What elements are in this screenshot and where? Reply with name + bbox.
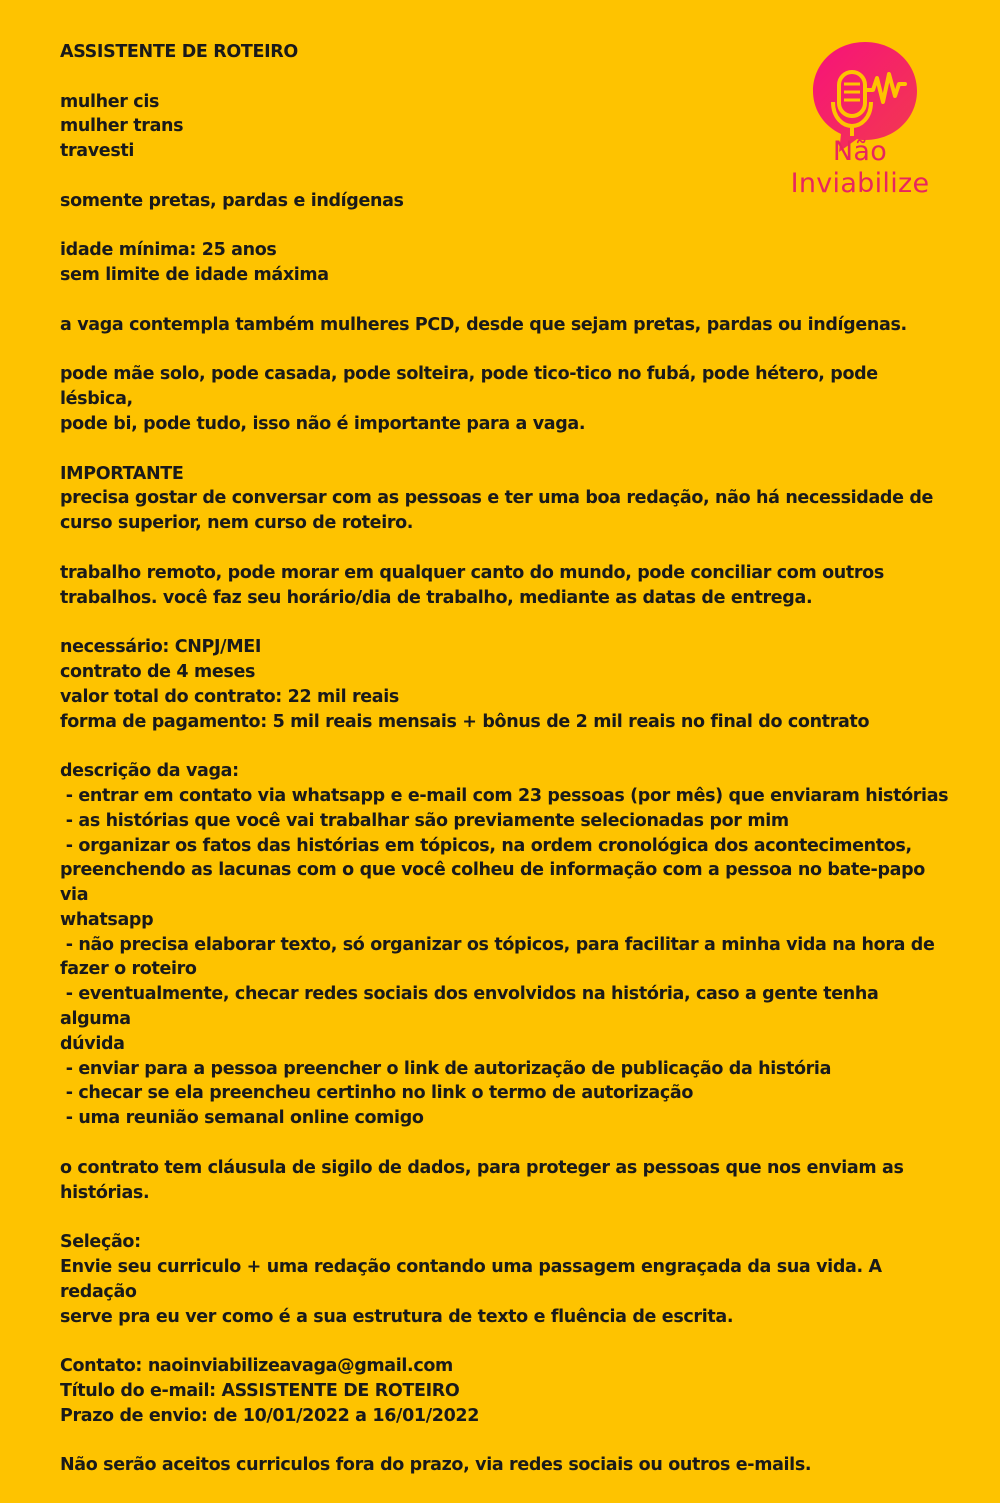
description-line: - entrar em contato via whatsapp e e-mail com 23 pessoas (por mês) que enviaram histórias (60, 785, 949, 806)
contract-section (60, 635, 950, 734)
contact-section (60, 1354, 950, 1428)
selection-line: Envie seu curriculo + uma redação contando uma passagem engraçada da sua vida. A redação (60, 1257, 888, 1302)
selection-line: serve pra eu ver como é a sua estrutura de texto e fluência de escrita. (60, 1306, 734, 1327)
age-line: idade mínima: 25 anos (60, 240, 277, 261)
description-line: - enviar para a pessoa preencher o link de autorização de publicação da história (60, 1058, 832, 1079)
remote-line: trabalhos. você faz seu horário/dia de trabalho, mediante as datas de entrega. (60, 587, 813, 608)
selection-section (60, 1230, 950, 1329)
age-line: sem limite de idade máxima (60, 265, 329, 286)
important-section (60, 462, 950, 536)
description-line: fazer o roteiro (60, 959, 197, 980)
status-note (60, 362, 950, 436)
logo-line-2: Inviabilize (790, 168, 930, 199)
important-heading: IMPORTANTE (60, 463, 184, 484)
race-line: somente pretas, pardas e indígenas (60, 190, 404, 211)
secrecy-line: histórias. (60, 1182, 150, 1203)
contract-line: forma de pagamento: 5 mil reais mensais + bônus de 2 mil reais no final do contrato (60, 711, 870, 732)
contract-line: necessário: CNPJ/MEI (60, 637, 262, 658)
closing-section (60, 1453, 950, 1478)
secrecy-line: o contrato tem cláusula de sigilo de dados, para proteger as pessoas que nos enviam as (60, 1157, 904, 1178)
description-line: - as histórias que você vai trabalhar são previamente selecionadas por mim (60, 810, 789, 831)
page-title: ASSISTENTE DE ROTEIRO (60, 42, 298, 62)
remote-line: trabalho remoto, pode morar em qualquer canto do mundo, pode conciliar com outros (60, 562, 884, 583)
secrecy-section (60, 1156, 950, 1206)
description-line: - eventualmente, checar redes sociais dos envolvidos na história, caso a gente tenha alguma (60, 984, 885, 1030)
job-posting (60, 40, 950, 1503)
status-line: pode bi, pode tudo, isso não é importante para a vaga. (60, 413, 586, 434)
description-line: whatsapp (60, 909, 154, 930)
contract-line: contrato de 4 meses (60, 661, 256, 682)
description-line: dúvida (60, 1033, 125, 1054)
description-line: - organizar os fatos das histórias em tópicos, na ordem cronológica dos acontecimentos, (60, 835, 912, 856)
logo-wordmark (760, 136, 960, 200)
gender-line: mulher trans (60, 116, 184, 137)
description-line: preenchendo as lacunas com o que você colheu de informação com a pessoa no bate-papo via (60, 860, 931, 906)
description-section (60, 759, 950, 1131)
description-line: - checar se ela preencheu certinho no link o termo de autorização (60, 1083, 694, 1104)
description-heading: descrição da vaga: (60, 761, 239, 782)
important-line: curso superior, nem curso de roteiro. (60, 513, 414, 534)
logo-line-1: Não (832, 136, 888, 167)
contact-subject: Título do e-mail: ASSISTENTE DE ROTEIRO (60, 1381, 460, 1402)
remote-section (60, 561, 950, 611)
selection-heading: Seleção: (60, 1232, 141, 1253)
pcd-note (60, 313, 950, 338)
contact-deadline: Prazo de envio: de 10/01/2022 a 16/01/2022 (60, 1405, 480, 1426)
contract-line: valor total do contrato: 22 mil reais (60, 686, 399, 707)
status-line: pode mãe solo, pode casada, pode solteira, pode tico-tico no fubá, pode hétero, pode lésbica, (60, 364, 884, 410)
age-requirements (60, 238, 950, 288)
description-line: - uma reunião semanal online comigo (60, 1108, 424, 1129)
closing-line: Não serão aceitos curriculos fora do prazo, via redes sociais ou outros e-mails. (60, 1455, 812, 1476)
brand-logo (760, 30, 960, 210)
contact-email: Contato: naoinviabilizeavaga@gmail.com (60, 1356, 453, 1377)
pcd-line: a vaga contempla também mulheres PCD, desde que sejam pretas, pardas ou indígenas. (60, 314, 907, 335)
important-line: precisa gostar de conversar com as pessoas e ter uma boa redação, não há necessidade de (60, 488, 934, 509)
description-line: - não precisa elaborar texto, só organizar os tópicos, para facilitar a minha vida na hora de (60, 934, 935, 955)
gender-line: mulher cis (60, 91, 160, 112)
gender-line: travesti (60, 141, 135, 162)
